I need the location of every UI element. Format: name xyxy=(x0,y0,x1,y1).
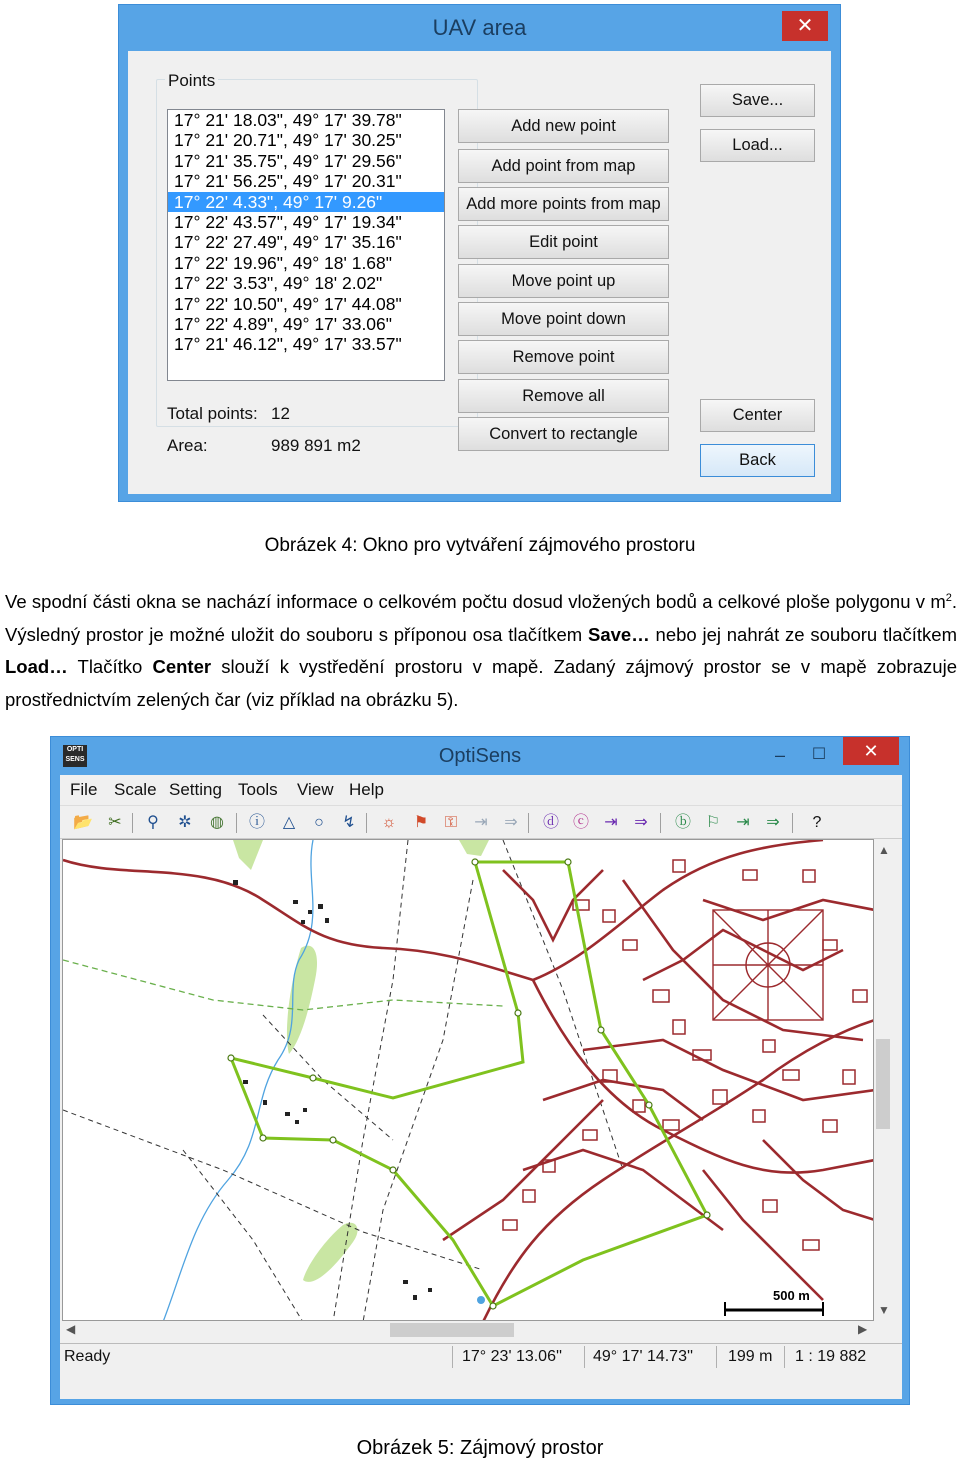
point-list-item[interactable]: 17° 22' 3.53", 49° 18' 2.02" xyxy=(174,273,383,294)
center-button[interactable]: Center xyxy=(700,399,815,432)
add-more-points-from-map-button[interactable]: Add more points from map xyxy=(458,187,669,221)
lock-icon[interactable]: ⚿ xyxy=(444,814,458,831)
status-bar xyxy=(60,1343,902,1369)
paragraph-bold-center: Center xyxy=(152,656,212,678)
open-folder-icon[interactable]: 📂 xyxy=(73,814,93,831)
uav-area-polygon xyxy=(228,859,710,1309)
step-forward-icon[interactable]: ⇥ xyxy=(474,814,488,831)
status-separator xyxy=(584,1346,585,1368)
map-view[interactable] xyxy=(62,839,874,1321)
map-scale-label: 500 m xyxy=(773,1288,810,1303)
vertical-scrollbar[interactable] xyxy=(874,839,892,1321)
info-icon[interactable]: ⓘ xyxy=(248,814,265,831)
globe-icon[interactable]: ◍ xyxy=(210,814,224,831)
points-listbox[interactable] xyxy=(167,109,445,381)
vertical-scroll-thumb[interactable] xyxy=(876,1039,890,1129)
paragraph-text-2: . Výsledný prostor je možné uložit do souboru s příponou osa tlačítkem xyxy=(5,591,957,645)
paragraph-text-5: slouží k vystředění prostoru v mapě. Zadaný zájmový prostor se v mapě zobrazuje prostřednictvím zelených čar (viz příklad na obrázku 5). xyxy=(5,656,957,710)
points-group-label: Points xyxy=(165,71,218,91)
forest-patch xyxy=(459,840,489,856)
app-close-button[interactable]: ✕ xyxy=(843,737,899,765)
convert-to-rectangle-button[interactable]: Convert to rectangle xyxy=(458,417,669,451)
forest-patch xyxy=(233,840,263,870)
status-separator xyxy=(452,1346,453,1368)
app-logo-icon: OPTI SENS xyxy=(63,745,87,767)
arrow-right-icon[interactable]: ⇒ xyxy=(504,814,518,831)
edit-point-button[interactable]: Edit point xyxy=(458,225,669,259)
close-button[interactable]: ✕ xyxy=(782,11,828,41)
river-line xyxy=(163,840,313,1321)
point-list-item[interactable]: 17° 21' 46.12", 49° 17' 33.57" xyxy=(174,334,402,355)
save-button[interactable]: Save... xyxy=(700,84,815,117)
optisens-window xyxy=(50,736,910,1405)
paragraph-bold-save: Save… xyxy=(588,623,650,645)
toolbar-separator xyxy=(236,813,237,833)
green-step-icon[interactable]: ⇥ xyxy=(736,814,750,831)
forest-patch xyxy=(287,946,317,1054)
total-points-value: 12 xyxy=(271,404,290,423)
paragraph-superscript: 2 xyxy=(945,592,952,604)
buildings xyxy=(503,860,867,1250)
menu-bar xyxy=(60,775,902,805)
figure-caption-5: Obrázek 5: Zájmový prostor xyxy=(356,1437,604,1459)
app-window-title: OptiSens xyxy=(438,745,522,767)
toolbar-separator xyxy=(132,813,133,833)
add-new-point-button[interactable]: Add new point xyxy=(458,109,669,143)
dialog-client xyxy=(128,51,831,494)
network-icon[interactable]: ✲ xyxy=(178,814,192,831)
point-list-item[interactable]: 17° 21' 20.71", 49° 17' 30.25" xyxy=(174,130,402,151)
paragraph-text-4: Tlačítko xyxy=(67,656,153,678)
paragraph-text-3: nebo jej nahrát ze souboru tlačítkem xyxy=(649,623,958,645)
status-separator xyxy=(784,1346,785,1368)
sun-icon[interactable]: ☼ xyxy=(381,814,397,831)
toolbar-separator xyxy=(792,813,793,833)
flag-icon[interactable]: ⚑ xyxy=(413,814,429,831)
status-distance: 199 m xyxy=(728,1348,773,1365)
circle-b-icon[interactable]: ⓑ xyxy=(674,814,691,831)
map-svg xyxy=(63,840,874,1321)
move-point-up-button[interactable]: Move point up xyxy=(458,264,669,298)
figure-caption-4: Obrázek 4: Okno pro vytváření zájmového prostoru xyxy=(264,535,696,556)
point-list-item[interactable]: 17° 21' 18.03", 49° 17' 39.78" xyxy=(174,110,402,130)
horizontal-scroll-thumb[interactable] xyxy=(390,1323,514,1337)
arrow-icon[interactable]: ⇒ xyxy=(634,814,648,831)
point-list-item[interactable]: 17° 21' 35.75", 49° 17' 29.56" xyxy=(174,150,402,171)
point-list-item[interactable]: 17° 22' 19.96", 49° 18' 1.68" xyxy=(174,252,392,273)
point-list-item[interactable]: 17° 21' 56.25", 49° 17' 20.31" xyxy=(174,171,402,192)
area-value: 989 891 m2 xyxy=(271,436,361,455)
green-dashed-line xyxy=(63,960,503,1010)
circle-icon[interactable]: ○ xyxy=(314,814,324,831)
route-icon[interactable]: ↯ xyxy=(342,814,356,831)
road-network xyxy=(63,840,874,1321)
green-flag-icon[interactable]: ⚐ xyxy=(705,814,721,831)
forest-patch xyxy=(303,1223,358,1282)
paragraph-bold-load: Load… xyxy=(5,656,68,678)
body-paragraph xyxy=(5,582,957,716)
scroll-up-icon[interactable]: ▲ xyxy=(878,843,890,857)
status-scale: 1 : 19 882 xyxy=(795,1348,867,1365)
toolbar xyxy=(60,805,902,839)
point-list-item[interactable]: 17° 22' 43.57", 49° 17' 19.34" xyxy=(174,211,402,232)
scroll-down-icon[interactable]: ▼ xyxy=(878,1303,890,1317)
area-label: Area: xyxy=(167,436,208,455)
add-point-from-map-button[interactable]: Add point from map xyxy=(458,149,669,183)
triangle-icon[interactable]: △ xyxy=(282,814,296,831)
toolbar-separator xyxy=(366,813,367,833)
tools-icon[interactable]: ✂ xyxy=(108,814,122,831)
status-separator xyxy=(716,1346,717,1368)
status-longitude: 17° 23' 13.06'' xyxy=(462,1348,563,1365)
menu-file[interactable]: File xyxy=(70,780,98,799)
window-title: UAV area xyxy=(432,15,527,40)
menu-setting[interactable]: Setting xyxy=(169,780,222,799)
park-grid xyxy=(713,910,823,1020)
app-client xyxy=(60,775,902,1399)
scroll-right-icon[interactable]: ▶ xyxy=(858,1322,868,1336)
toolbar-separator xyxy=(528,813,529,833)
circle-d-icon[interactable]: ⓓ xyxy=(542,814,559,831)
map-scale-bar xyxy=(725,1302,823,1316)
point-list-item[interactable]: 17° 22' 27.49", 49° 17' 35.16" xyxy=(174,232,402,253)
menu-scale[interactable]: Scale xyxy=(114,780,157,799)
maximize-button[interactable]: ☐ xyxy=(811,746,827,763)
toolbar-separator xyxy=(660,813,661,833)
zoom-icon[interactable]: ⚲ xyxy=(147,814,159,831)
minimize-button[interactable]: ‒ xyxy=(774,745,785,765)
menu-help[interactable]: Help xyxy=(349,780,384,799)
uav-area-window xyxy=(118,4,841,502)
point-list-item[interactable]: 17° 22' 4.89", 49° 17' 33.06" xyxy=(174,313,392,334)
remove-point-button[interactable]: Remove point xyxy=(458,340,669,374)
point-list-item[interactable]: 17° 22' 4.33", 49° 17' 9.26" xyxy=(168,192,444,212)
help-icon[interactable]: ? xyxy=(812,814,822,831)
remove-all-button[interactable]: Remove all xyxy=(458,379,669,413)
status-latitude: 49° 17' 14.73'' xyxy=(593,1348,694,1365)
status-ready: Ready xyxy=(64,1348,111,1365)
move-point-down-button[interactable]: Move point down xyxy=(458,302,669,336)
horizontal-scrollbar[interactable] xyxy=(62,1321,874,1339)
load-button[interactable]: Load... xyxy=(700,129,815,162)
water-point xyxy=(477,1296,485,1304)
green-arrow-icon[interactable]: ⇒ xyxy=(766,814,780,831)
circle-c-icon[interactable]: ⓒ xyxy=(572,814,589,831)
back-button[interactable]: Back xyxy=(700,444,815,477)
point-list-item[interactable]: 17° 22' 10.50", 49° 17' 44.08" xyxy=(174,293,402,314)
total-points-label: Total points: xyxy=(167,404,258,423)
menu-view[interactable]: View xyxy=(297,780,334,799)
step-icon[interactable]: ⇥ xyxy=(604,814,618,831)
menu-tools[interactable]: Tools xyxy=(238,780,278,799)
scroll-left-icon[interactable]: ◀ xyxy=(66,1322,76,1336)
paragraph-text-1: Ve spodní části okna se nachází informace o celkovém počtu dosud vložených bodů a celkové ploše polygonu v m xyxy=(5,591,946,613)
